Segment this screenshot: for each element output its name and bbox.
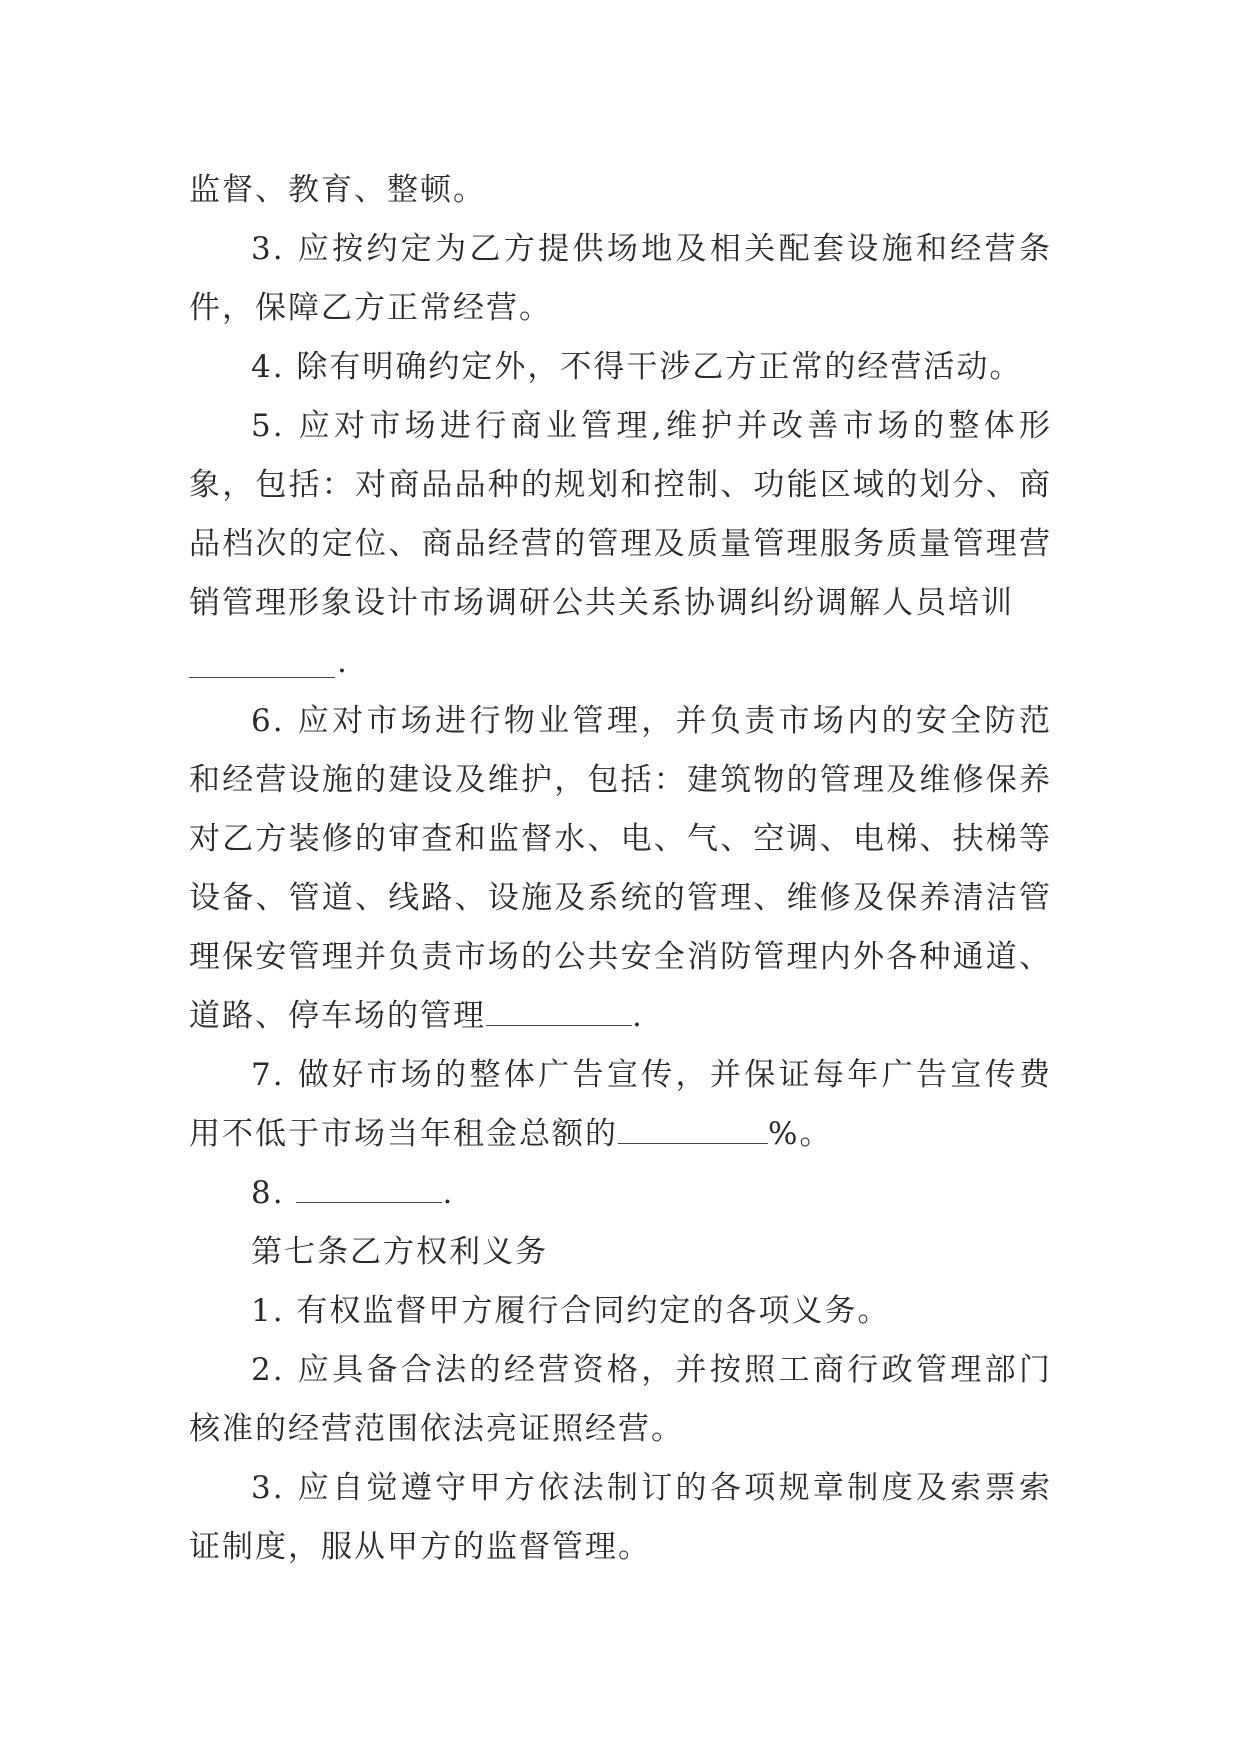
paragraph-item-8	[189, 1164, 1052, 1223]
paragraph-item-7	[189, 1046, 1052, 1164]
paragraph-text: 4. 除有明确约定外，不得干涉乙方正常的经营活动。	[251, 349, 1023, 385]
paragraph-text: 监督、教育、整顿。	[189, 172, 486, 208]
paragraph-text: 3. 应按约定为乙方提供场地及相关配套设施和经营条件，保障乙方正常经营。	[189, 231, 1052, 326]
document-body	[189, 161, 1052, 1577]
paragraph-item-6	[189, 692, 1052, 1046]
paragraph-text: 5. 应对市场进行商业管理,维护并改善市场的整体形象，包括：对商品品种的规划和控制、功能区域的划分、商品档次的定位、商品经营的管理及质量管理服务质量管理营销管理形象设计市场调研公共关系协调纠纷调解人员培训	[189, 408, 1052, 621]
blank-line-item-5	[189, 633, 1052, 692]
paragraph-item-4	[189, 338, 1052, 397]
fill-in-blank[interactable]	[296, 1168, 442, 1203]
paragraph-text: 6. 应对市场进行物业管理，并负责市场内的安全防范和经营设施的建设及维护，包括：建筑物的管理及维修保养对乙方装修的审查和监督水、电、气、空调、电梯、扶梯等设备、管道、线路、设施及系统的管理、维修及保养清洁管理保安管理并负责市场的公共安全消防管理内外各种通道、道路、停车场的管理	[189, 703, 1052, 1034]
article-heading	[189, 1223, 1052, 1282]
fill-in-blank-percent[interactable]	[618, 1109, 768, 1144]
item-number: 8.	[251, 1175, 297, 1211]
paragraph-item-5	[189, 397, 1052, 633]
fill-in-blank[interactable]	[189, 643, 335, 678]
paragraph-continuation	[189, 161, 1052, 220]
paragraph-item-3b	[189, 1459, 1052, 1577]
paragraph-text: 2. 应具备合法的经营资格，并按照工商行政管理部门核准的经营范围依法亮证照经营。	[189, 1352, 1052, 1447]
period-mark: .	[337, 644, 349, 680]
heading-text: 第七条乙方权利义务	[251, 1234, 548, 1270]
period-mark: .	[442, 1175, 455, 1211]
fill-in-blank[interactable]	[486, 991, 632, 1026]
paragraph-item-1	[189, 1282, 1052, 1341]
paragraph-item-3	[189, 220, 1052, 338]
paragraph-text: 7. 做好市场的整体广告宣传，并保证每年广告宣传费用不低于市场当年租金总额的	[189, 1057, 1052, 1152]
percent-mark: %。	[768, 1116, 833, 1152]
paragraph-item-2	[189, 1341, 1052, 1459]
paragraph-text: 1. 有权监督甲方履行合同约定的各项义务。	[251, 1293, 891, 1329]
period-mark: .	[632, 998, 644, 1034]
paragraph-text: 3. 应自觉遵守甲方依法制订的各项规章制度及索票索证制度，服从甲方的监督管理。	[189, 1470, 1052, 1565]
